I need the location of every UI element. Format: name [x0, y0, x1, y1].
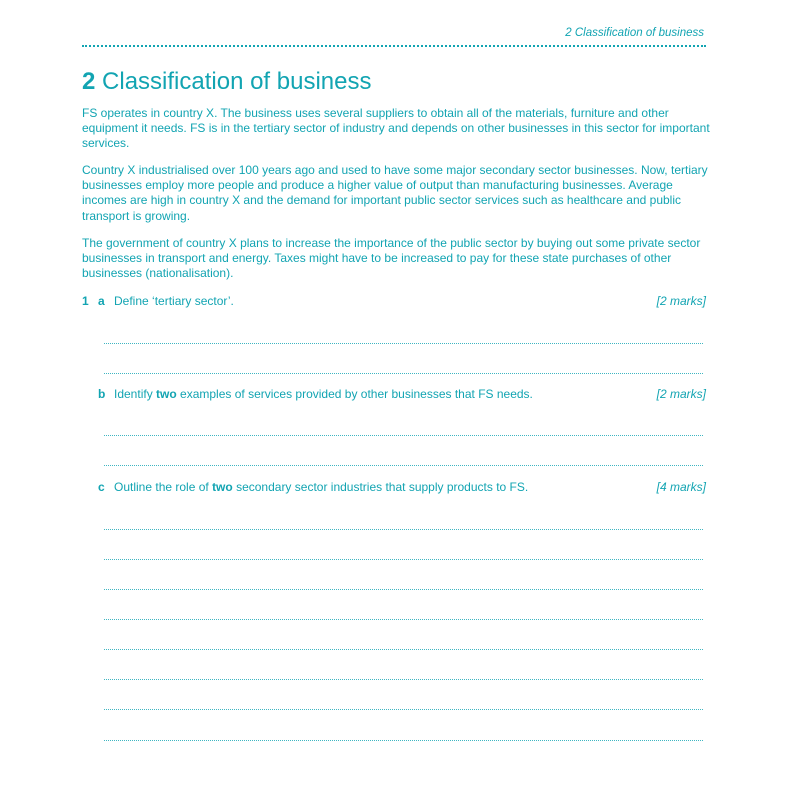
question-1a-marks: [2 marks] [656, 294, 706, 308]
answer-line-1c-3[interactable] [104, 589, 703, 590]
answer-line-1c-4[interactable] [104, 619, 703, 620]
question-1b-text [114, 387, 533, 402]
question-1b-text-end: examples of services provided by other businesses that FS needs. [176, 387, 533, 401]
question-letter-c: c [98, 480, 105, 494]
question-1b-emphasis: two [156, 387, 177, 401]
case-paragraph-3: The government of country X plans to increase the importance of the public sector by buying out some private sector businesses in transport and energy. Taxes might have to be increased to pay for these state purchases of other businesses (nationalisation). [82, 236, 701, 281]
answer-line-1a-2[interactable] [104, 373, 703, 374]
question-1b-marks: [2 marks] [656, 387, 706, 401]
question-1a-text: Define ‘tertiary sector’. [114, 294, 234, 308]
question-1b-text-start: Identify [114, 387, 157, 401]
answer-line-1c-6[interactable] [104, 679, 703, 680]
header-divider [82, 45, 706, 47]
chapter-number: 2 [82, 68, 96, 95]
answer-line-1c-1[interactable] [104, 529, 703, 530]
answer-line-1a-1[interactable] [104, 343, 703, 344]
answer-line-1c-7[interactable] [104, 709, 703, 710]
question-letter-b: b [98, 387, 106, 401]
case-paragraph-2: Country X industrialised over 100 years ago and used to have some major secondary sector businesses. Now, tertiary businesses employ more people and produce a higher value of output than manufacturing businesses. Average incomes are high in country X and the demand for important public sector services such as healthcare and public transport is growing. [82, 163, 708, 223]
question-1c-marks: [4 marks] [656, 480, 706, 494]
question-1c-text-end: secondary sector industries that supply products to FS. [232, 480, 529, 494]
page-title [82, 68, 372, 97]
question-letter-a: a [98, 294, 105, 308]
question-number: 1 [82, 294, 89, 308]
case-paragraph-1: FS operates in country X. The business uses several suppliers to obtain all of the materials, furniture and other equipment it needs. FS is in the tertiary sector of industry and depends on other businesses in this sector for important services. [82, 106, 710, 151]
running-header: 2 Classification of business [565, 27, 704, 39]
chapter-title: Classification of business [102, 68, 372, 95]
answer-line-1b-2[interactable] [104, 465, 703, 466]
question-1c-text-start: Outline the role of [114, 480, 213, 494]
answer-line-1b-1[interactable] [104, 435, 703, 436]
answer-line-1c-2[interactable] [104, 559, 703, 560]
answer-line-1c-8[interactable] [104, 740, 703, 741]
question-1c-text [114, 480, 528, 495]
question-1c-emphasis: two [212, 480, 233, 494]
answer-line-1c-5[interactable] [104, 649, 703, 650]
